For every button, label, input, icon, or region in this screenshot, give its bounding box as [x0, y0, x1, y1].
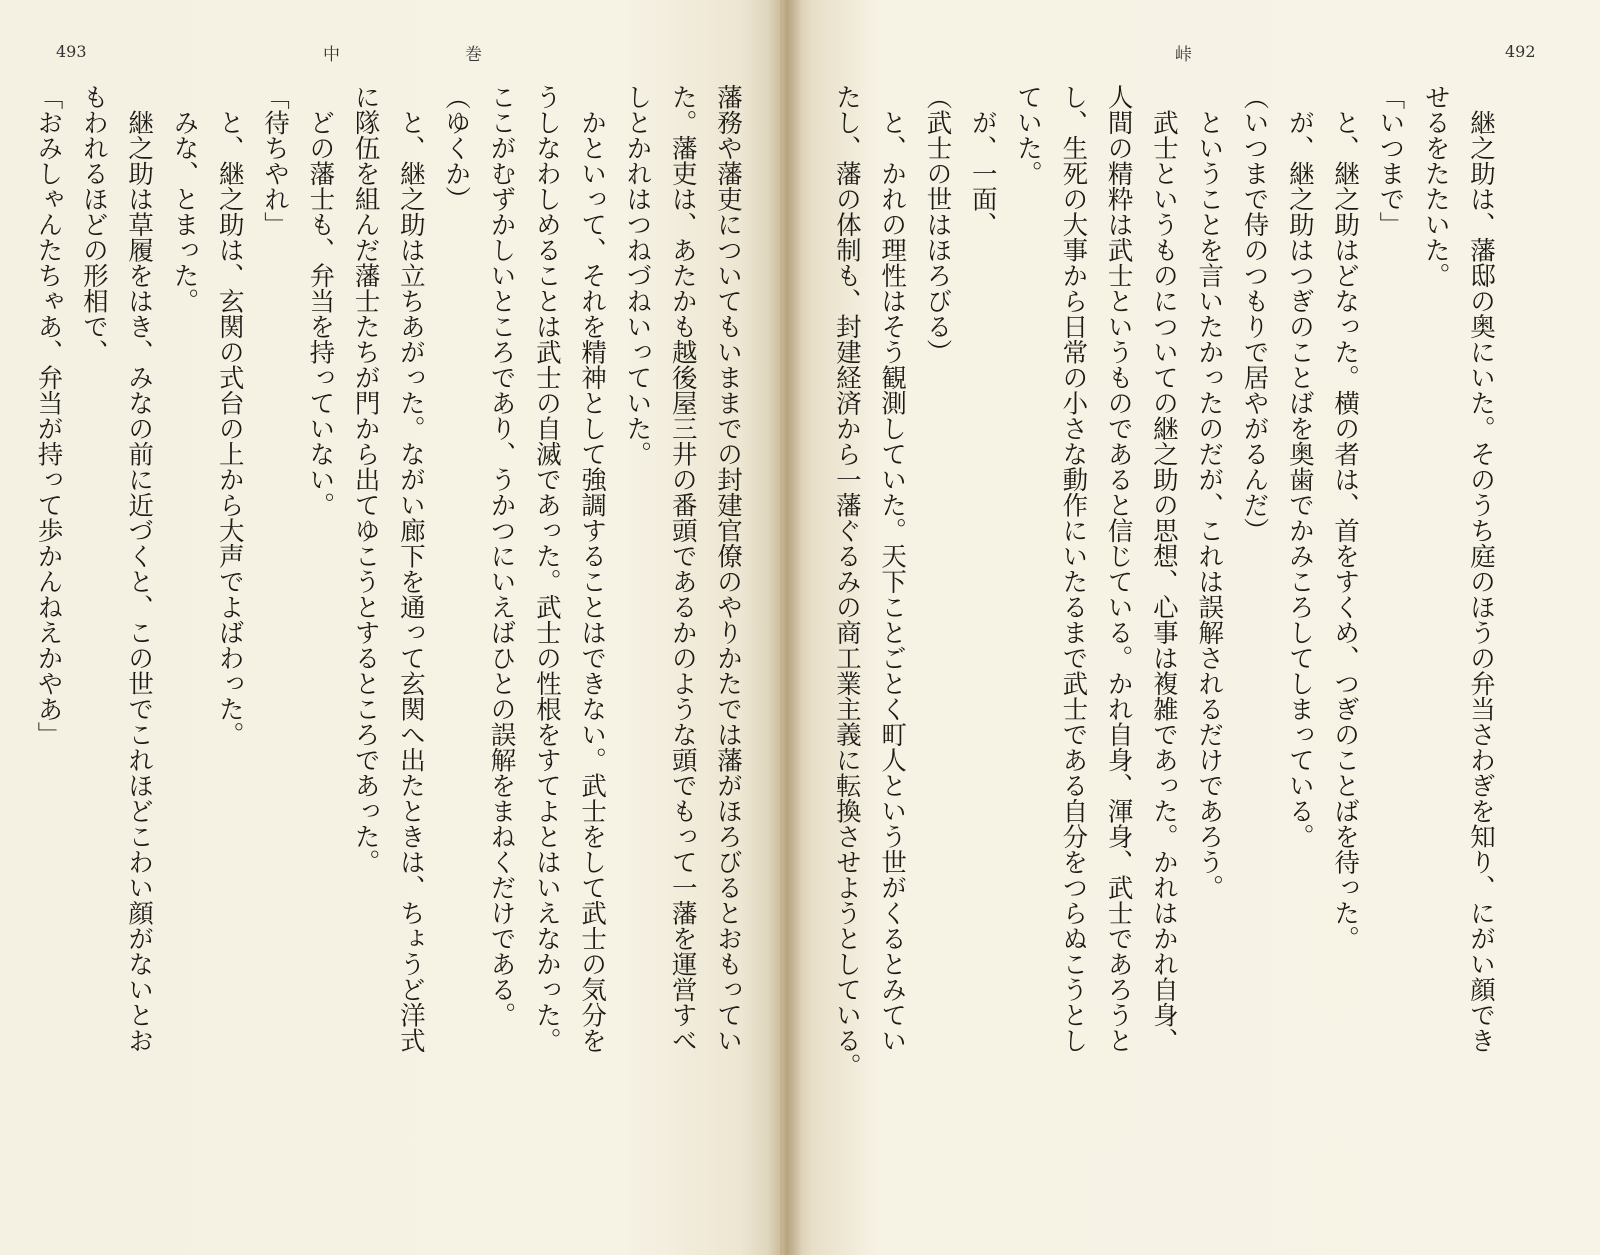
left-line: と、継之助は立ちあがった。ながい廊下を通って玄関へ出たときは、ちょうど洋式 [395, 84, 426, 1053]
right-line: 「いつまで」 [1375, 84, 1406, 237]
left-line: みな、とまった。 [169, 84, 200, 314]
right-body-text [831, 84, 1503, 1184]
left-body-text [33, 84, 750, 1184]
left-line: どの藩士も、弁当を持っていない。 [305, 84, 336, 518]
right-line: 武士というものについての継之助の思想、心事は複雑であった。かれはかれ自身、 [1148, 84, 1179, 1053]
right-line: たし、藩の体制も、封建経済から一藩ぐるみの商工業主義に転換させようとしている。 [831, 84, 862, 1079]
left-line: と、継之助は、玄関の式台の上から大声でよばわった。 [214, 84, 245, 747]
book-gutter [768, 0, 802, 1255]
right-running-head: 峠 [1175, 45, 1192, 65]
right-line: 継之助は、藩邸の奥にいた。そのうち庭のほうの弁当さわぎを知り、にがい顔でき [1466, 84, 1496, 1053]
right-line: （いつまで侍のつもりで居やがるんだ） [1239, 84, 1270, 543]
left-page-number: 493 [56, 42, 87, 61]
right-line: が、継之助はつぎのことばを奥歯でかみころしてしまっている。 [1284, 84, 1315, 849]
right-line: ていた。 [1013, 84, 1044, 186]
left-line: かといって、それを精神として強調することはできない。武士をして武士の気分を [577, 84, 608, 1053]
right-line: せるをたたいた。 [1420, 84, 1451, 288]
left-line: ここがむずかしいところであり、うかつにいえばひとの誤解をまねくだけである。 [486, 84, 517, 1028]
left-line: 「おみしゃんたちゃあ、弁当が持って歩かんねえかやあ」 [33, 84, 64, 747]
right-line: と、継之助はどなった。横の者は、首をすくめ、つぎのことばを待った。 [1330, 84, 1361, 951]
right-line: が、一面、 [967, 84, 998, 237]
left-line: （ゆくか） [441, 84, 472, 212]
right-line: と、かれの理性はそう観測していた。天下ことごとく町人という世がくるとみてい [877, 84, 908, 1053]
left-line: うしなわしめることは武士の自滅であった。武士の性根をすてよとはいえなかった。 [531, 84, 562, 1053]
left-running-head-chu: 中 [323, 45, 340, 65]
right-line: 人間の精粋は武士というものであると信じている。かれ自身、渾身、武士であろうと [1103, 84, 1134, 1053]
right-line: し、生死の大事から日常の小さな動作にいたるまで武士である自分をつらぬこうとし [1058, 84, 1089, 1053]
left-line: 「待ちやれ」 [260, 84, 291, 237]
left-line: た。藩吏は、あたかも越後屋三井の番頭であるかのような頭でもって一藩を運営すべ [667, 84, 698, 1053]
left-line: しとかれはつねづねいっていた。 [622, 84, 653, 467]
left-page [0, 0, 780, 1255]
left-line: もわれるほどの形相で、 [78, 84, 109, 365]
left-line: に隊伍を組んだ藩士たちが門から出てゆこうとするところであった。 [350, 84, 381, 875]
left-line: 藩務や藩吏についてもいままでの封建官僚のやりかたでは藩がほろびるとおもってい [713, 84, 743, 1053]
left-line: 継之助は草履をはき、みなの前に近づくと、この世でこれほどこわい顔がないとお [124, 84, 155, 1053]
right-page-number: 492 [1505, 42, 1536, 61]
right-line: （武士の世はほろびる） [922, 84, 953, 365]
left-running-head-kan: 巻 [465, 45, 482, 65]
right-line: ということを言いたかったのだが、これは誤解されるだけであろう。 [1194, 84, 1225, 900]
